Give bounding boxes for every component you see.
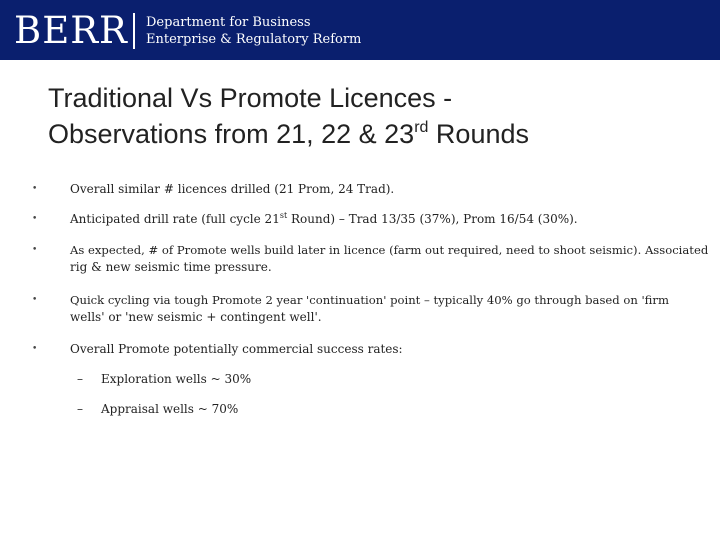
title-line-2 <box>48 116 698 152</box>
title-superscript: rd <box>414 119 429 136</box>
header-banner <box>0 0 720 60</box>
bullet-text-line-2: wells' or 'new seismic + contingent well'. <box>70 310 322 324</box>
bullet-item-1 <box>32 181 698 198</box>
department-name <box>146 14 361 48</box>
sub-bullet-item-1 <box>77 371 252 388</box>
bullet-text-line-1: Quick cycling via tough Promote 2 year 'continuation' point – typically 40% go through based on 'firm <box>70 293 669 307</box>
title-line-1: Traditional Vs Promote Licences - <box>48 83 453 113</box>
title-line-2-suffix: Rounds <box>428 119 529 149</box>
bullet-marker: • <box>32 344 38 354</box>
logo-divider <box>133 13 135 49</box>
bullet-item-5 <box>32 341 698 358</box>
bullet-item-4 <box>32 292 698 326</box>
bullet-marker: • <box>32 295 38 305</box>
title-line-2-prefix: Observations from 21, 22 & 23 <box>48 119 415 149</box>
department-line-1: Department for Business <box>146 15 311 30</box>
sub-bullet-marker: – <box>77 402 83 416</box>
bullet-text-prefix: Anticipated drill rate (full cycle 21 <box>70 212 280 226</box>
bullet-text-suffix: Round) – Trad 13/35 (37%), Prom 16/54 (30%). <box>287 212 578 226</box>
bullet-text: Overall Promote potentially commercial success rates: <box>70 342 403 356</box>
bullet-superscript: st <box>279 211 288 220</box>
bullet-text: Overall similar # licences drilled (21 Prom, 24 Trad). <box>70 182 395 196</box>
bullet-text-line-1: As expected, # of Promote wells build later in licence (farm out required, need to shoot seismic). Associated <box>70 243 709 257</box>
sub-bullet-text: Appraisal wells ~ 70% <box>101 402 239 416</box>
sub-bullet-text: Exploration wells ~ 30% <box>101 372 252 386</box>
bullet-marker: • <box>32 245 38 255</box>
sub-bullet-marker: – <box>77 372 83 386</box>
berr-logo: BERR <box>14 9 128 52</box>
bullet-item-2 <box>32 211 698 228</box>
sub-bullet-item-2 <box>77 401 239 418</box>
bullet-marker: • <box>32 214 38 224</box>
bullet-item-3 <box>32 242 709 276</box>
bullet-marker: • <box>32 184 38 194</box>
slide-title <box>48 80 698 152</box>
department-line-2: Enterprise & Regulatory Reform <box>146 32 362 47</box>
bullet-text-line-2: rig & new seismic time pressure. <box>70 260 272 274</box>
